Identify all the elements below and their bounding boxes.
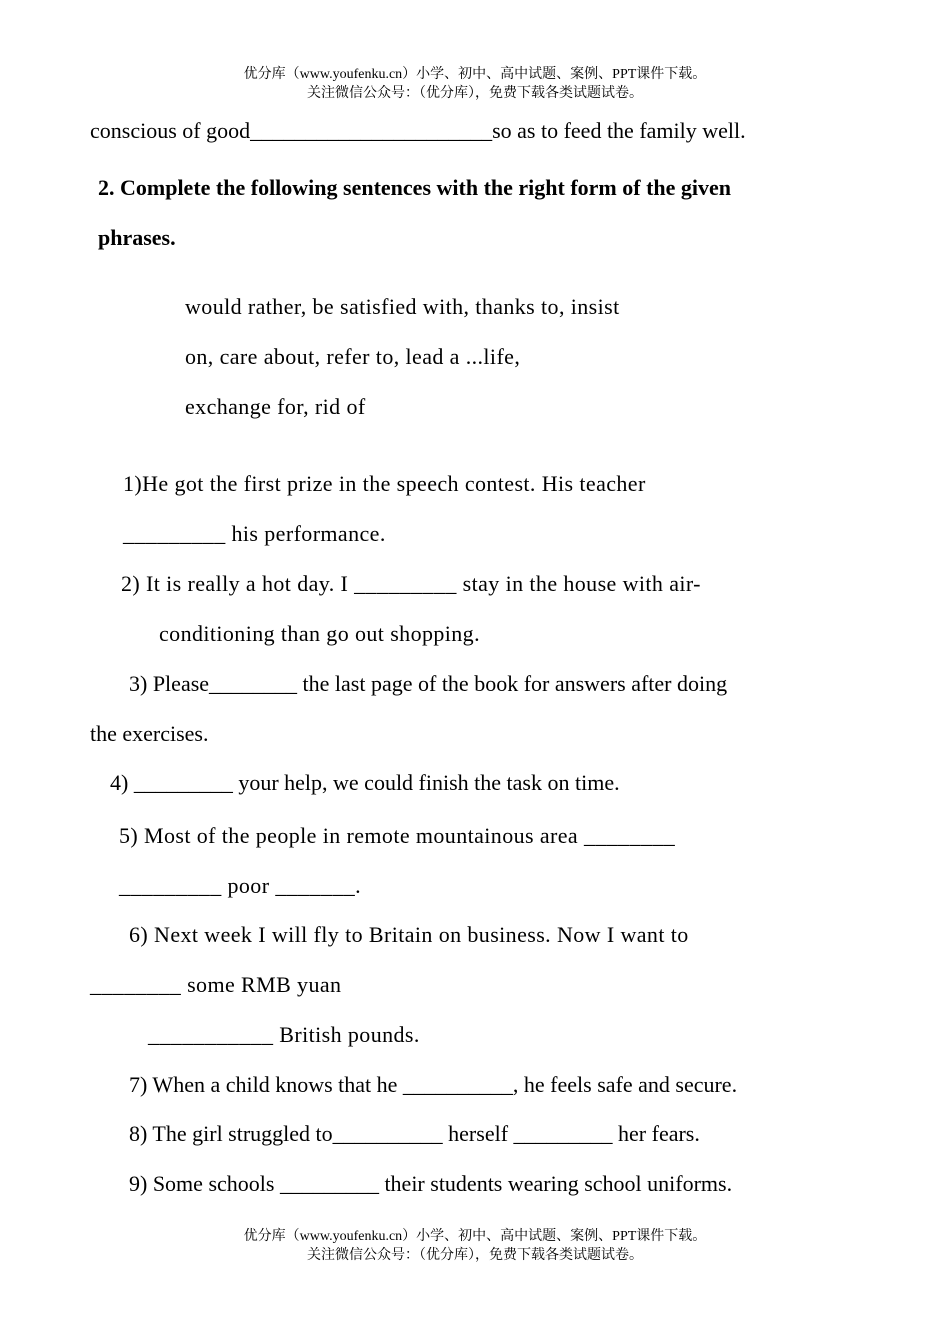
question-1-line-2: _________ his performance. [123, 521, 386, 546]
question-8: 8) The girl struggled to__________ herself _________ her fears. [129, 1121, 700, 1146]
question-2-line-2: conditioning than go out shopping. [159, 621, 480, 646]
question-5-line-1: 5) Most of the people in remote mountainous area ________ [119, 823, 676, 848]
phrase-bank-line-1: would rather, be satisfied with, thanks to, insist [185, 294, 620, 319]
header-line-1: 优分库（www.youfenku.cn）小学、初中、高中试题、案例、PPT课件下载。 [243, 67, 707, 82]
question-7: 7) When a child knows that he __________, he feels safe and secure. [129, 1072, 738, 1097]
question-5-line-2: _________ poor _______. [119, 873, 362, 898]
question-9: 9) Some schools _________ their students wearing school uniforms. [129, 1171, 733, 1196]
footer-line-2: 关注微信公众号：（优分库），免费下载各类试题试卷。 [307, 1248, 643, 1263]
question-3-line-1: 3) Please________ the last page of the book for answers after doing [129, 671, 728, 696]
section-title-line-2: phrases. [98, 225, 176, 250]
section-title-line-1: 2. Complete the following sentences with the right form of the given [98, 175, 732, 200]
question-6-line-3: ___________ British pounds. [148, 1022, 420, 1047]
footer-line-1: 优分库（www.youfenku.cn）小学、初中、高中试题、案例、PPT课件下载。 [243, 1229, 707, 1244]
question-6-line-2: ________ some RMB yuan [90, 972, 342, 997]
question-3-line-2: the exercises. [90, 721, 209, 746]
phrase-bank-line-3: exchange for, rid of [185, 394, 366, 419]
question-4: 4) _________ your help, we could finish the task on time. [110, 770, 620, 795]
header-line-2: 关注微信公众号：（优分库），免费下载各类试题试卷。 [307, 86, 643, 101]
question-1-line-1: 1)He got the first prize in the speech contest. His teacher [123, 471, 646, 496]
question-2-line-1: 2) It is really a hot day. I _________ stay in the house with air- [121, 571, 701, 596]
carryover-sentence: conscious of good______________________so as to feed the family well. [90, 118, 746, 143]
question-6-line-1: 6) Next week I will fly to Britain on business. Now I want to [129, 922, 689, 947]
phrase-bank-line-2: on, care about, refer to, lead a ...life, [185, 344, 521, 369]
